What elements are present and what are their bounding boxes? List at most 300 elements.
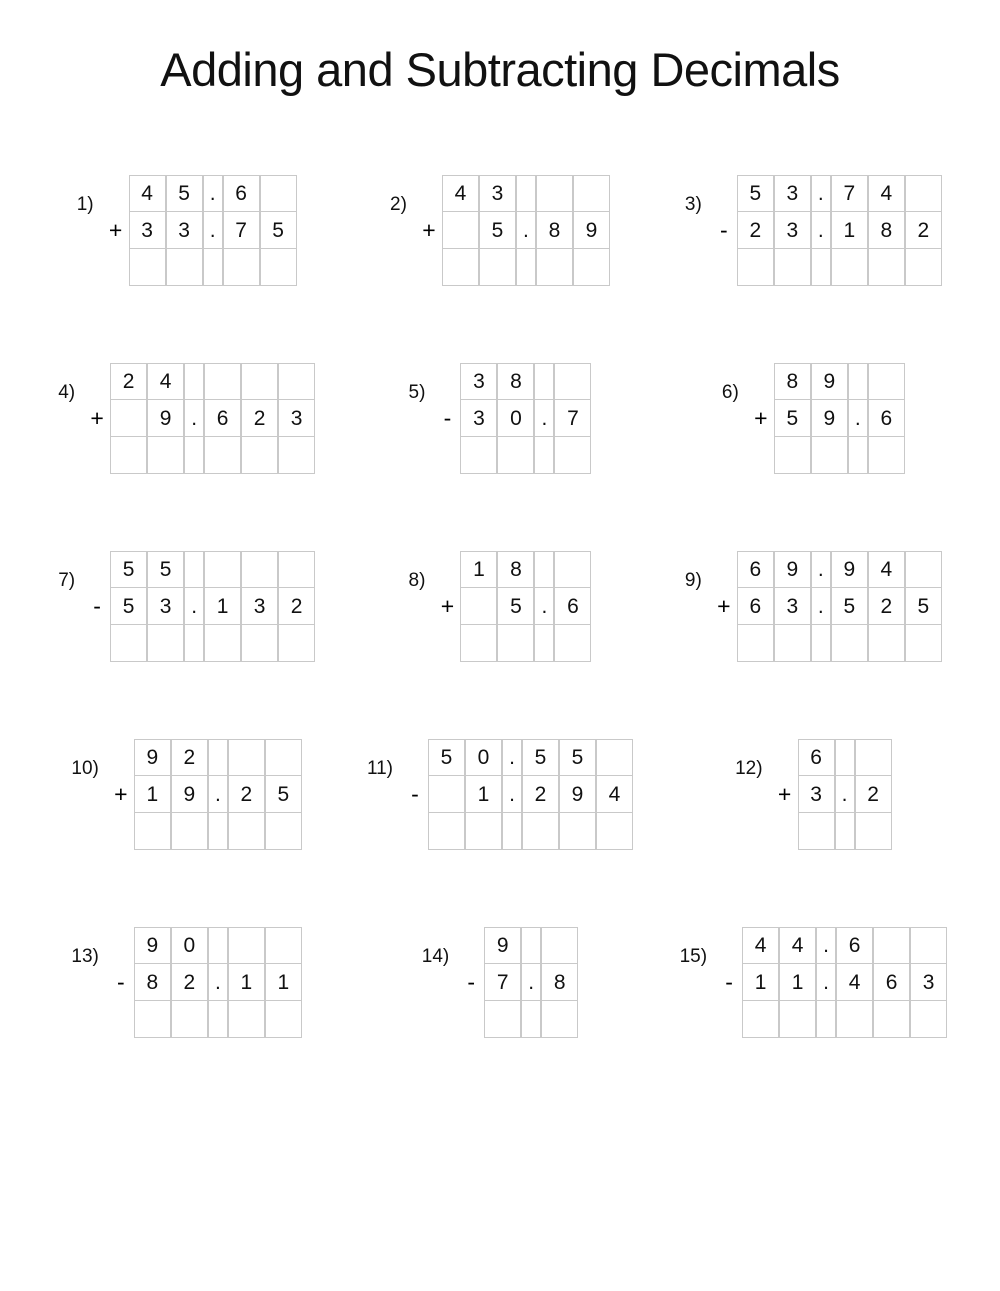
digit-cell: 3 [460,400,497,437]
answer-row [416,249,610,286]
answer-cell[interactable] [134,1001,171,1038]
digit-cell: 8 [497,363,534,400]
problem-number: 9) [684,570,702,591]
digit-cell [228,739,265,776]
answer-cell[interactable] [479,249,516,286]
operator-spacer [103,249,129,286]
answer-cell[interactable] [184,625,204,662]
column-sum-table [108,927,302,1038]
digit-cell: 2 [171,739,208,776]
digit-cell: 4 [779,927,816,964]
digit-cell: . [811,175,831,212]
answer-cell[interactable] [265,813,302,850]
operator-spacer [84,437,110,474]
digit-cell: 0 [171,927,208,964]
digit-cell: 4 [868,175,905,212]
bottom-operand-row [748,400,905,437]
digit-cell [905,551,942,588]
answer-cell[interactable] [779,1001,816,1038]
column-sum-table [84,363,315,474]
top-operand-row [416,175,610,212]
answer-cell[interactable] [278,625,315,662]
digit-cell: 5 [428,739,465,776]
operator-spacer [748,437,774,474]
answer-cell[interactable] [502,813,522,850]
digit-cell [241,551,278,588]
digit-cell: 9 [831,551,868,588]
digit-cell: 3 [910,964,947,1001]
problem-number: 4) [58,382,76,403]
problem [30,175,343,363]
digit-cell: 2 [110,363,147,400]
answer-cell[interactable] [573,249,610,286]
digit-cell [905,175,942,212]
digit-cell: 3 [798,776,835,813]
digit-cell: 2 [855,776,892,813]
answer-cell[interactable] [534,625,554,662]
digit-cell: 1 [460,551,497,588]
answer-cell[interactable] [774,249,811,286]
answer-cell[interactable] [265,1001,302,1038]
answer-cell[interactable] [559,813,596,850]
problem-number: 11) [366,758,394,779]
digit-cell: 3 [278,400,315,437]
answer-cell[interactable] [848,437,868,474]
answer-cell[interactable] [110,625,147,662]
digit-cell: 1 [134,776,171,813]
operator-sign: - [411,781,419,807]
operator-spacer [772,813,798,850]
digit-cell [184,363,204,400]
column-sum-table [416,175,610,286]
digit-cell: 2 [171,964,208,1001]
digit-cell: 9 [811,363,848,400]
answer-cell[interactable] [737,249,774,286]
answer-cell[interactable] [460,437,497,474]
digit-cell: 7 [554,400,591,437]
page-title: Adding and Subtracting Decimals [160,43,840,96]
column-sum-table [434,551,591,662]
digit-cell: . [502,776,522,813]
problem [657,551,970,739]
answer-cell[interactable] [241,625,278,662]
problem [30,551,343,739]
column-sum-table [84,551,315,662]
answer-row [84,437,315,474]
digit-cell: 4 [442,175,479,212]
bottom-operand-row [84,588,315,625]
problem [343,551,656,739]
digit-cell: . [208,964,228,1001]
problem [343,363,656,551]
operator-spacer [108,1001,134,1038]
digit-cell: 0 [497,400,534,437]
operator-spacer [103,175,129,212]
answer-cell[interactable] [223,249,260,286]
digit-cell: 6 [836,927,873,964]
operator-spacer [711,249,737,286]
bottom-operand-row [711,588,942,625]
digit-cell [534,551,554,588]
digit-cell: 5 [831,588,868,625]
digit-cell: 5 [110,551,147,588]
operator-spacer [108,813,134,850]
digit-cell: 3 [479,175,516,212]
digit-cell: 6 [873,964,910,1001]
bottom-operand-row [108,776,302,813]
digit-cell: 2 [905,212,942,249]
digit-cell: 9 [811,400,848,437]
answer-cell[interactable] [868,437,905,474]
operator-spacer [716,927,742,964]
answer-cell[interactable] [260,249,297,286]
digit-cell: 3 [774,175,811,212]
digit-cell: 0 [465,739,502,776]
digit-cell [260,175,297,212]
problem-number: 1) [76,194,94,215]
digit-cell: 5 [559,739,596,776]
digit-cell: 3 [241,588,278,625]
digit-cell [554,363,591,400]
answer-cell[interactable] [835,813,855,850]
operator-spacer [402,739,428,776]
column-sum-table [711,175,942,286]
answer-cell[interactable] [460,625,497,662]
digit-cell: . [534,400,554,437]
operator-spacer [402,813,428,850]
answer-cell[interactable] [905,249,942,286]
digit-cell: 6 [737,551,774,588]
digit-cell [460,588,497,625]
digit-cell: . [848,400,868,437]
answer-cell[interactable] [171,1001,208,1038]
problem-number: 8) [408,570,426,591]
column-sum-table [402,739,633,850]
problem [343,175,656,363]
answer-cell[interactable] [184,437,204,474]
digit-cell: 3 [774,212,811,249]
operator-spacer [458,1001,484,1038]
digit-cell: 4 [868,551,905,588]
digit-cell: 5 [497,588,534,625]
top-operand-row [103,175,297,212]
answer-cell[interactable] [774,437,811,474]
digit-cell: 6 [223,175,260,212]
answer-cell[interactable] [497,625,534,662]
digit-cell [241,363,278,400]
operator-spacer [711,175,737,212]
answer-cell[interactable] [278,437,315,474]
digit-cell: 1 [779,964,816,1001]
top-operand-row [711,175,942,212]
operator-spacer [84,363,110,400]
answer-cell[interactable] [228,813,265,850]
digit-cell: 3 [147,588,184,625]
answer-row [103,249,297,286]
digit-cell [873,927,910,964]
answer-cell[interactable] [428,813,465,850]
answer-cell[interactable] [811,249,831,286]
operator-sign: + [777,781,792,807]
digit-cell: 7 [223,212,260,249]
answer-row [711,625,942,662]
digit-cell: . [203,212,223,249]
answer-cell[interactable] [737,625,774,662]
answer-cell[interactable] [204,625,241,662]
answer-cell[interactable] [905,625,942,662]
digit-cell: . [208,776,228,813]
digit-cell: 5 [166,175,203,212]
answer-row [711,249,942,286]
problem [657,363,970,551]
column-sum-table [434,363,591,474]
top-operand-row [748,363,905,400]
answer-cell[interactable] [465,813,502,850]
digit-cell: 5 [147,551,184,588]
answer-cell[interactable] [541,1001,578,1038]
answer-cell[interactable] [228,1001,265,1038]
column-sum-table [103,175,297,286]
top-operand-row [108,739,302,776]
answer-cell[interactable] [129,249,166,286]
answer-cell[interactable] [836,1001,873,1038]
top-operand-row [84,363,315,400]
answer-cell[interactable] [110,437,147,474]
digit-cell [428,776,465,813]
problem-number: 15) [679,946,708,967]
digit-cell [573,175,610,212]
digit-cell: . [835,776,855,813]
digit-cell: . [184,588,204,625]
digit-cell [265,739,302,776]
answer-cell[interactable] [554,625,591,662]
digit-cell: 2 [278,588,315,625]
answer-cell[interactable] [204,437,241,474]
answer-cell[interactable] [166,249,203,286]
problem-number: 10) [71,758,99,779]
answer-cell[interactable] [774,625,811,662]
problem [343,739,656,927]
problem [30,739,343,927]
digit-cell: . [811,212,831,249]
bottom-operand-row [711,212,942,249]
digit-cell: 1 [465,776,502,813]
problem [30,927,343,1115]
digit-cell: . [816,964,836,1001]
answer-cell[interactable] [811,437,848,474]
column-sum-table [108,739,302,850]
operator-spacer [434,437,460,474]
operator-spacer [416,249,442,286]
answer-cell[interactable] [497,437,534,474]
digit-cell: 5 [905,588,942,625]
operator-spacer [108,739,134,776]
digit-cell [868,363,905,400]
digit-cell: . [534,588,554,625]
top-operand-row [711,551,942,588]
digit-cell [265,927,302,964]
digit-cell: 2 [868,588,905,625]
digit-cell [516,175,536,212]
digit-cell [848,363,868,400]
digit-cell: . [203,175,223,212]
answer-cell[interactable] [798,813,835,850]
answer-cell[interactable] [536,249,573,286]
bottom-operand-row [772,776,892,813]
operator-spacer [434,625,460,662]
answer-cell[interactable] [910,1001,947,1038]
answer-cell[interactable] [203,249,223,286]
digit-cell: . [184,400,204,437]
digit-cell: 7 [831,175,868,212]
digit-cell [204,551,241,588]
digit-cell: 2 [522,776,559,813]
bottom-operand-row [434,588,591,625]
digit-cell: 6 [554,588,591,625]
column-sum-table [711,551,942,662]
answer-row [458,1001,578,1038]
digit-cell: 1 [742,964,779,1001]
digit-cell: 1 [265,964,302,1001]
digit-cell: 4 [147,363,184,400]
bottom-operand-row [458,964,578,1001]
operator-spacer [84,551,110,588]
digit-cell [855,739,892,776]
problem-number: 12) [735,758,763,779]
answer-cell[interactable] [147,625,184,662]
answer-cell[interactable] [831,249,868,286]
answer-cell[interactable] [831,625,868,662]
top-operand-row [108,927,302,964]
answer-cell[interactable] [596,813,633,850]
digit-cell: 4 [742,927,779,964]
operator-spacer [416,175,442,212]
digit-cell: 4 [129,175,166,212]
digit-cell [541,927,578,964]
bottom-operand-row [402,776,633,813]
digit-cell [228,927,265,964]
bottom-operand-row [108,964,302,1001]
operator-sign: - [93,593,101,619]
operator-spacer [711,625,737,662]
answer-cell[interactable] [554,437,591,474]
digit-cell: 6 [798,739,835,776]
answer-cell[interactable] [516,249,536,286]
digit-cell: 8 [774,363,811,400]
digit-cell: 5 [737,175,774,212]
answer-row [402,813,633,850]
top-operand-row [716,927,947,964]
digit-cell: 8 [134,964,171,1001]
digit-cell [521,927,541,964]
digit-cell [184,551,204,588]
problem [30,363,343,551]
problem [657,175,970,363]
answer-cell[interactable] [868,249,905,286]
answer-cell[interactable] [521,1001,541,1038]
problem-number: 3) [684,194,702,215]
answer-cell[interactable] [742,1001,779,1038]
answer-cell[interactable] [208,1001,228,1038]
operator-spacer [458,927,484,964]
digit-cell: 9 [171,776,208,813]
digit-cell [208,739,228,776]
digit-cell: 6 [737,588,774,625]
top-operand-row [434,551,591,588]
problem-grid [0,175,1000,1115]
operator-spacer [434,363,460,400]
operator-spacer [748,363,774,400]
digit-cell [835,739,855,776]
digit-cell: 1 [831,212,868,249]
answer-cell[interactable] [873,1001,910,1038]
answer-row [748,437,905,474]
answer-cell[interactable] [816,1001,836,1038]
answer-cell[interactable] [147,437,184,474]
top-operand-row [84,551,315,588]
top-operand-row [434,363,591,400]
operator-sign: - [443,405,452,431]
answer-cell[interactable] [868,625,905,662]
digit-cell: 2 [737,212,774,249]
answer-cell[interactable] [442,249,479,286]
operator-spacer [434,551,460,588]
answer-row [772,813,892,850]
digit-cell: 5 [110,588,147,625]
bottom-operand-row [716,964,947,1001]
digit-cell: 4 [836,964,873,1001]
answer-cell[interactable] [134,813,171,850]
digit-cell: 3 [774,588,811,625]
operator-sign: + [114,781,128,807]
answer-cell[interactable] [484,1001,521,1038]
digit-cell: 1 [204,588,241,625]
answer-cell[interactable] [241,437,278,474]
operator-sign: - [719,217,728,243]
answer-row [108,1001,302,1038]
digit-cell [536,175,573,212]
digit-cell: 5 [479,212,516,249]
digit-cell: 2 [241,400,278,437]
answer-row [434,437,591,474]
top-operand-row [402,739,633,776]
operator-sign: + [717,593,731,619]
operator-sign: + [108,217,123,243]
operator-sign: - [467,969,476,995]
digit-cell: 6 [204,400,241,437]
digit-cell: . [502,739,522,776]
answer-cell[interactable] [522,813,559,850]
operator-sign: + [440,593,455,619]
digit-cell: 8 [868,212,905,249]
answer-row [108,813,302,850]
digit-cell: 3 [460,363,497,400]
answer-cell[interactable] [171,813,208,850]
answer-cell[interactable] [534,437,554,474]
operator-sign: + [754,405,768,431]
digit-cell: 2 [228,776,265,813]
problem-number: 5) [408,382,426,403]
digit-cell [208,927,228,964]
answer-cell[interactable] [855,813,892,850]
column-sum-table [458,927,578,1038]
answer-cell[interactable] [811,625,831,662]
digit-cell: 1 [228,964,265,1001]
answer-cell[interactable] [208,813,228,850]
problem [657,739,970,927]
digit-cell: 8 [497,551,534,588]
digit-cell: 8 [536,212,573,249]
